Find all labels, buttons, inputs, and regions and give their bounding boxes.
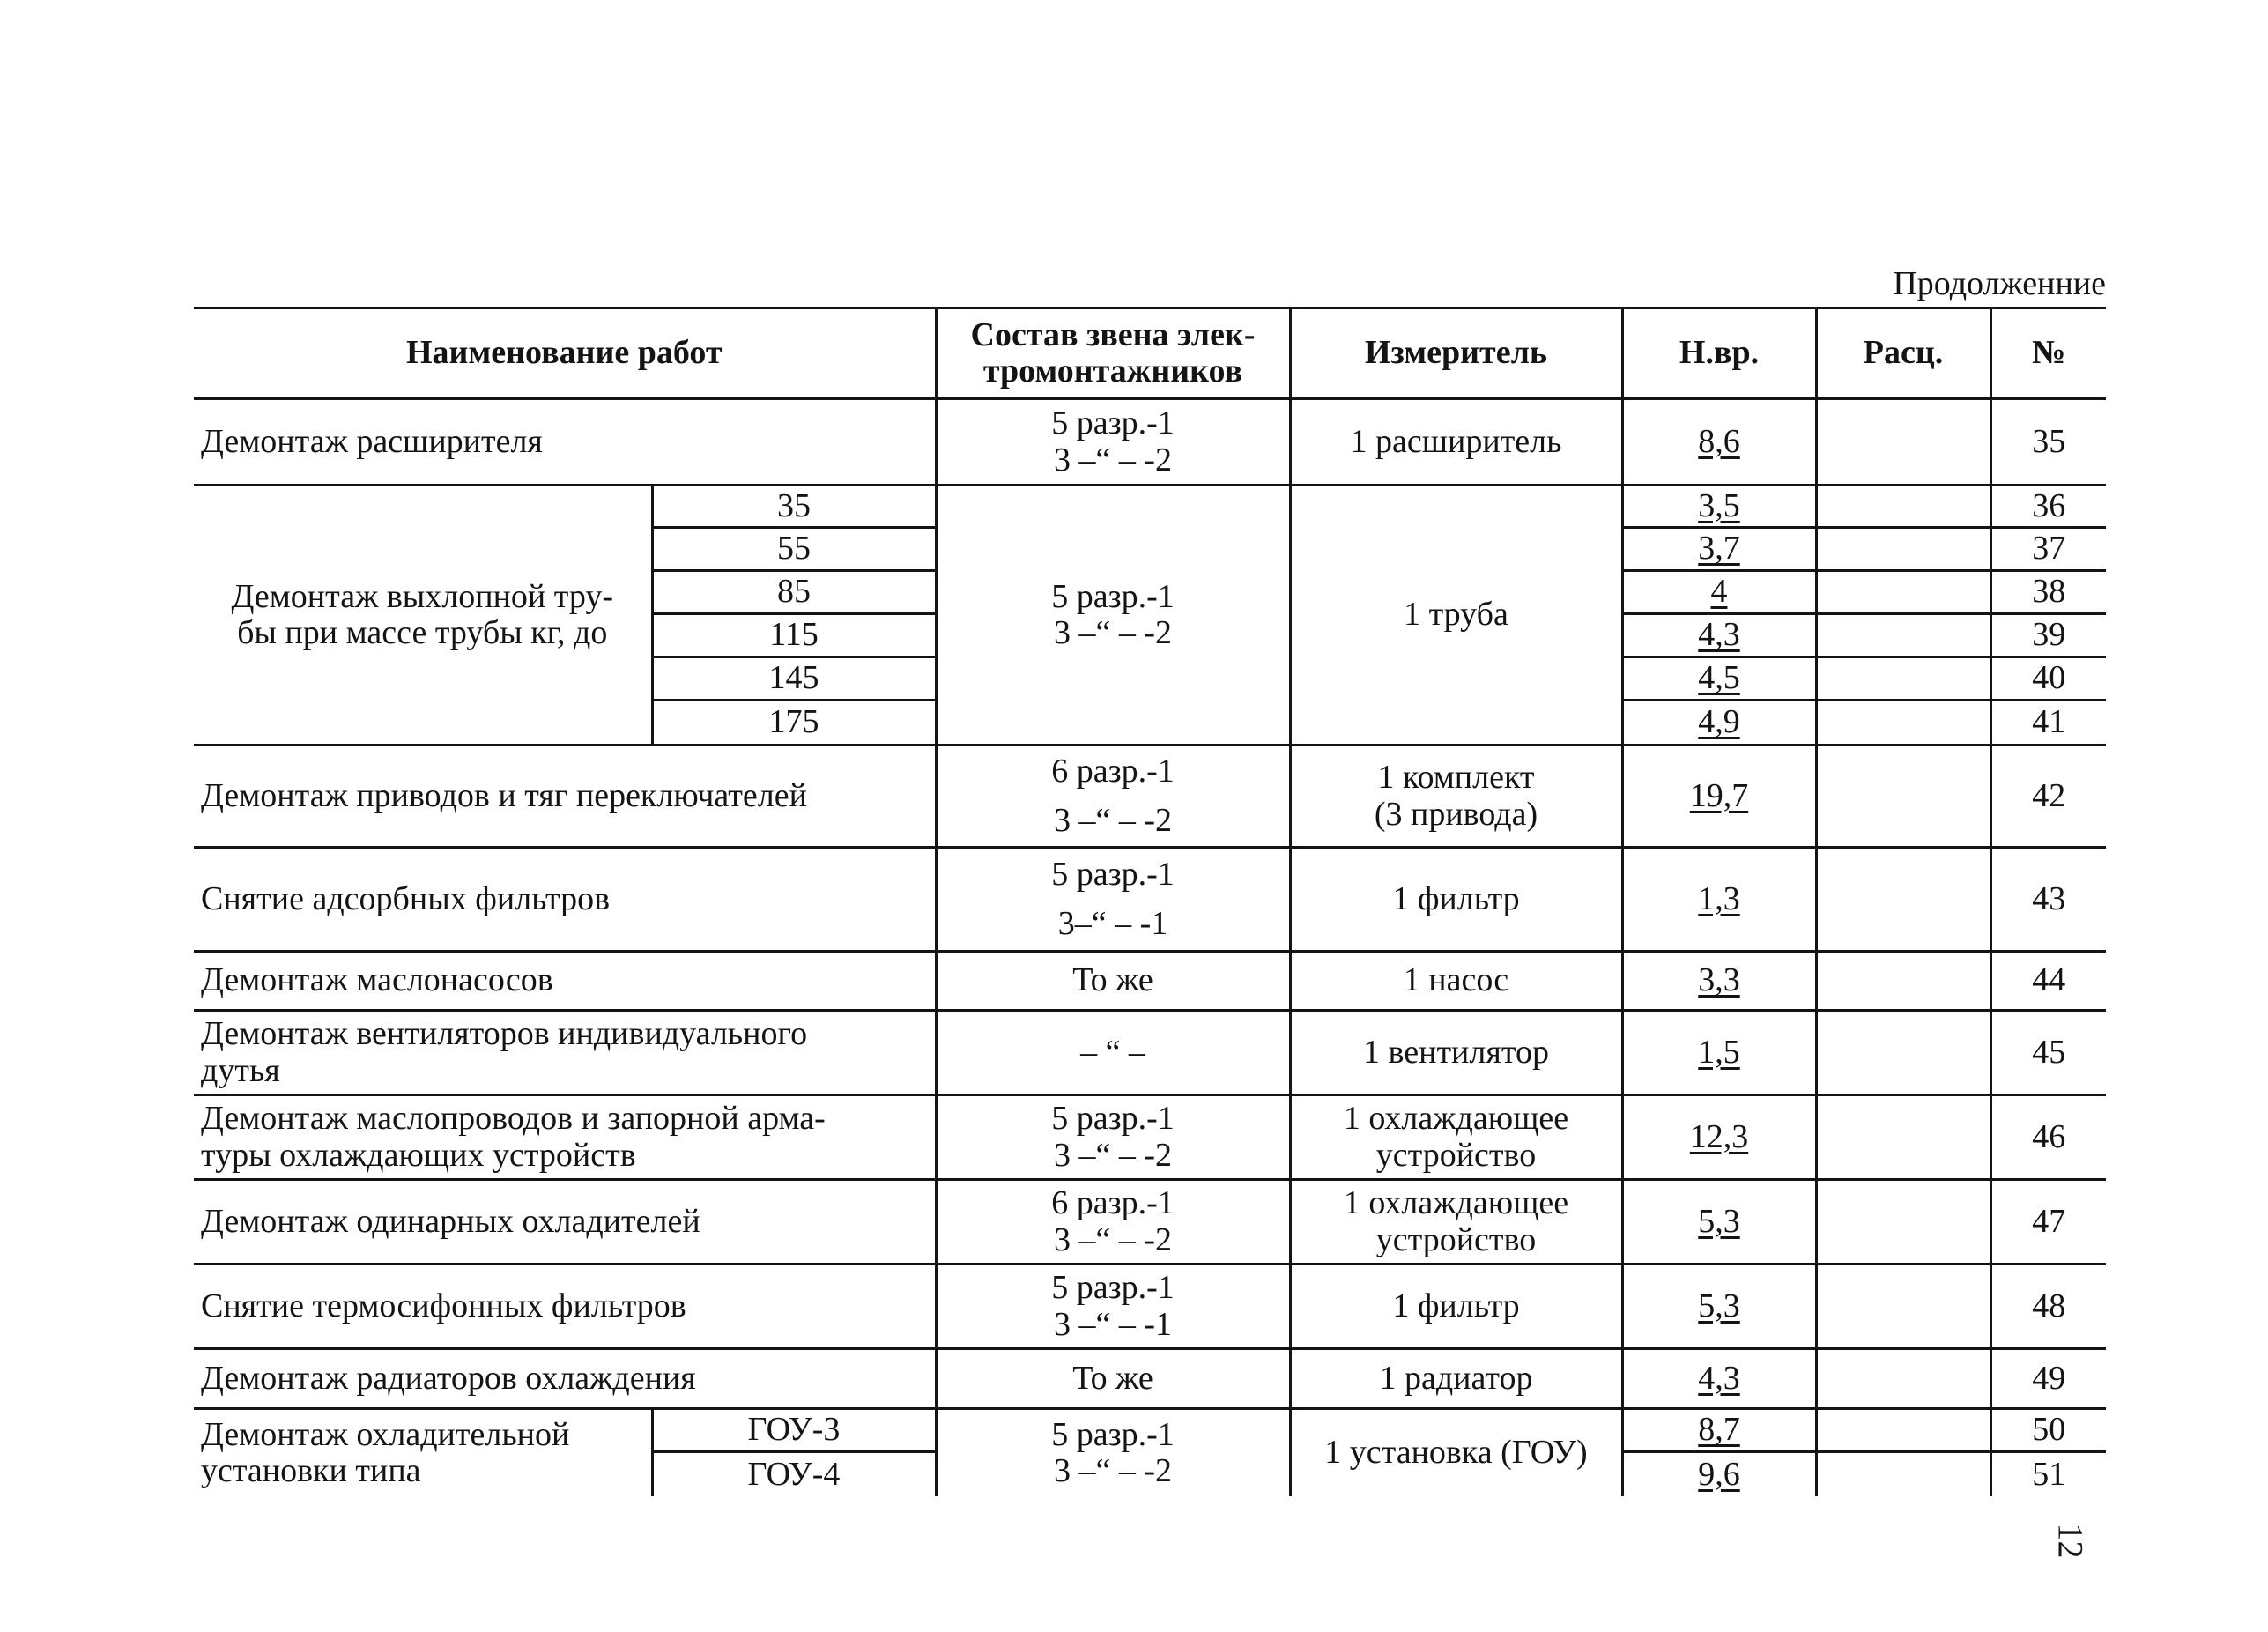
table-row: 85 4 38 bbox=[194, 571, 2106, 614]
header-row bbox=[194, 308, 2106, 399]
table-row: Демонтаж приводов и тяг переключателей 6 разр.-1 3 –“ – -2 1 комплект (3 привода) 19,7 42 bbox=[194, 746, 2106, 848]
header-name: Наименование работ bbox=[194, 308, 936, 399]
table-row: Снятие адсорбных фильтров 5 разр.-1 3–“ – -1 1 фильтр 1,3 43 bbox=[194, 848, 2106, 952]
table-row: Демонтаж вентиляторов индивидуального дутья – “ – 1 вентилятор 1,5 45 bbox=[194, 1011, 2106, 1095]
table-row: Демонтаж выхлопной тру- бы при массе трубы кг, до 35 5 разр.-1 3 –“ – -2 1 труба 3,5 36 bbox=[194, 486, 2106, 528]
table-row: ГОУ-4 9,6 51 bbox=[194, 1452, 2106, 1496]
table-row: Демонтаж одинарных охладителей 6 разр.-1 3 –“ – -2 1 охлаждающее устройство 5,3 47 bbox=[194, 1180, 2106, 1265]
header-num: № bbox=[1990, 308, 2106, 399]
norms-table bbox=[194, 307, 2106, 1496]
table-row: Демонтаж расширителя 5 разр.-1 3 –“ – -2 1 расширитель 8,6 35 bbox=[194, 399, 2106, 486]
table-row: 115 4,3 39 bbox=[194, 614, 2106, 657]
table-row: Снятие термосифонных фильтров 5 разр.-1 3 –“ – -1 1 фильтр 5,3 48 bbox=[194, 1265, 2106, 1349]
table-row: 55 3,7 37 bbox=[194, 528, 2106, 571]
table-row: 145 4,5 40 bbox=[194, 657, 2106, 701]
header-unit: Измеритель bbox=[1290, 308, 1622, 399]
continuation-label: Продолженние bbox=[1893, 265, 2106, 302]
header-crew: Состав звена элек- тромонтажников bbox=[936, 308, 1290, 399]
table-row: Демонтаж охладительной установки типа ГОУ-3 5 разр.-1 3 –“ – -2 1 установка (ГОУ) 8,7 50 bbox=[194, 1409, 2106, 1452]
header-price: Расц. bbox=[1816, 308, 1990, 399]
table-row: Демонтаж радиаторов охлаждения То же 1 радиатор 4,3 49 bbox=[194, 1349, 2106, 1409]
header-norm: Н.вр. bbox=[1622, 308, 1816, 399]
table-row: 175 4,9 41 bbox=[194, 701, 2106, 746]
table-row: Демонтаж маслонасосов То же 1 насос 3,3 44 bbox=[194, 952, 2106, 1011]
page-number: 12 bbox=[2050, 1523, 2091, 1559]
table-row: Демонтаж маслопроводов и запорной арма- туры охлаждающих устройств 5 разр.-1 3 –“ – -2 1 охлаждающее устройство 12,3 46 bbox=[194, 1095, 2106, 1180]
